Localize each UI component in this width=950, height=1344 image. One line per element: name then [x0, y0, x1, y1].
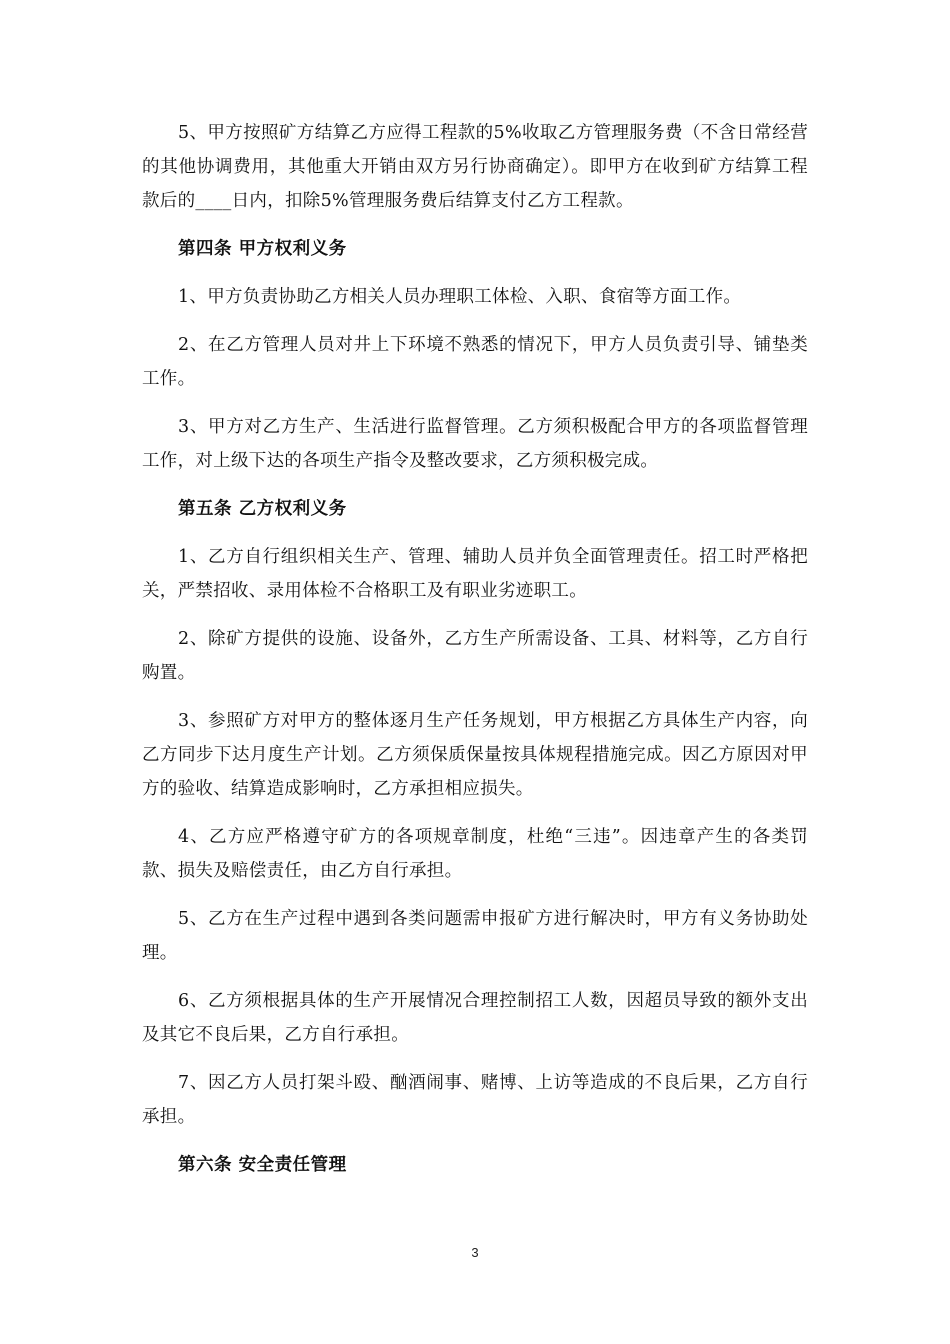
paragraph-party-b-duty-7: 7、因乙方人员打架斗殴、酗酒闹事、赌博、上访等造成的不良后果，乙方自行承担。 [142, 1073, 808, 1127]
paragraph-party-b-duty-3: 3、参照矿方对甲方的整体逐月生产任务规划，甲方根据乙方具体生产内容，向乙方同步下达月度生产计划。乙方须保质保量按具体规程措施完成。因乙方原因对甲方的验收、结算造成影响时，乙方承担相应损失。 [142, 711, 808, 799]
paragraph-party-b-duty-2: 2、除矿方提供的设施、设备外，乙方生产所需设备、工具、材料等，乙方自行购置。 [142, 629, 808, 683]
paragraph-party-b-duty-6: 6、乙方须根据具体的生产开展情况合理控制招工人数，因超员导致的额外支出及其它不良后果，乙方自行承担。 [142, 991, 808, 1045]
paragraph-fee-clause: 5、甲方按照矿方结算乙方应得工程款的5%收取乙方管理服务费（不含日常经营的其他协调费用，其他重大开销由双方另行协商确定）。即甲方在收到矿方结算工程款后的____日内，扣除5%管理服务费后结算支付乙方工程款。 [142, 123, 808, 211]
section-heading-article-4: 第四条 甲方权利义务 [178, 239, 347, 259]
page-number: 3 [471, 1245, 479, 1260]
paragraph-party-b-duty-1: 1、乙方自行组织相关生产、管理、辅助人员并负全面管理责任。招工时严格把关，严禁招收、录用体检不合格职工及有职业劣迹职工。 [142, 547, 808, 601]
paragraph-party-b-duty-5: 5、乙方在生产过程中遇到各类问题需申报矿方进行解决时，甲方有义务协助处理。 [142, 909, 808, 963]
section-heading-article-5: 第五条 乙方权利义务 [178, 499, 347, 519]
paragraph-party-b-duty-4: 4、乙方应严格遵守矿方的各项规章制度，杜绝“三违”。因违章产生的各类罚款、损失及赔偿责任，由乙方自行承担。 [142, 827, 808, 881]
document-body [142, 116, 808, 1196]
section-heading-article-6: 第六条 安全责任管理 [178, 1155, 347, 1175]
paragraph-party-a-duty-3: 3、甲方对乙方生产、生活进行监督管理。乙方须积极配合甲方的各项监督管理工作，对上级下达的各项生产指令及整改要求，乙方须积极完成。 [142, 417, 808, 471]
paragraph-party-a-duty-1: 1、甲方负责协助乙方相关人员办理职工体检、入职、食宿等方面工作。 [178, 287, 742, 307]
paragraph-party-a-duty-2: 2、在乙方管理人员对井上下环境不熟悉的情况下，甲方人员负责引导、铺垫类工作。 [142, 335, 808, 389]
